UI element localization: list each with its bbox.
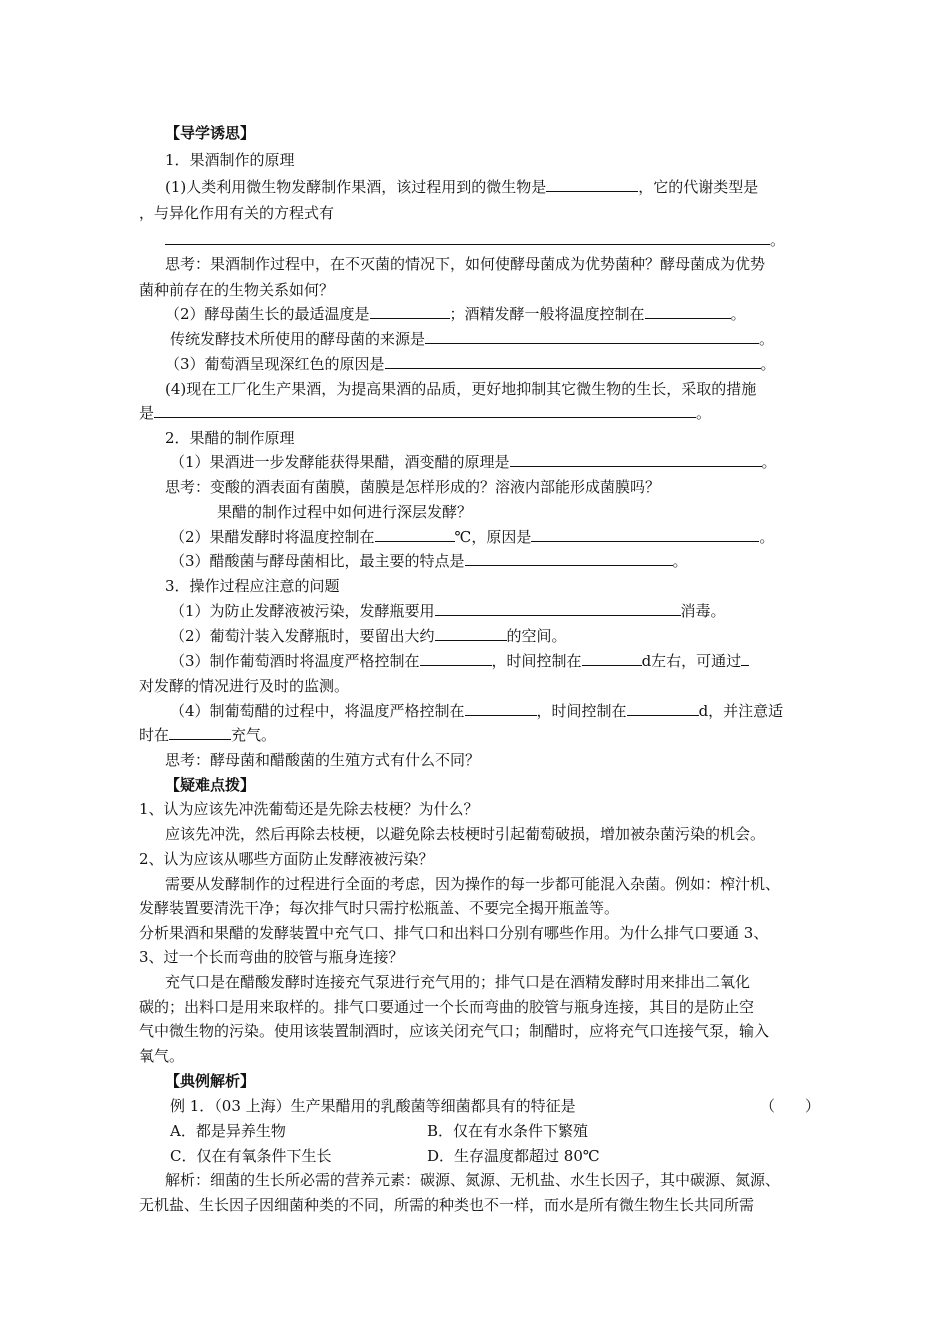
blank-optimal-temp[interactable] — [370, 304, 450, 319]
part1-q2-line2: 传统发酵技术所使用的酵母菌的来源是 。 — [170, 330, 775, 348]
blank-vinegar-process-temp[interactable] — [465, 701, 537, 716]
example-stem: 例 1．（03 上海）生产果醋用的乳酸菌等细菌都具有的特征是 — [170, 1097, 576, 1115]
section-title-guide: 【导学诱思】 — [165, 124, 256, 142]
blank-vinegar-principle[interactable] — [510, 452, 762, 467]
part1-q4-line2: 是 。 — [139, 404, 712, 422]
part2-q1-line: （1）果酒进一步发酵能获得果醋，酒变醋的原理是 。 — [170, 453, 777, 471]
part1-q3-line: （3）葡萄酒呈现深红色的原因是 。 — [165, 355, 776, 373]
blank-microorganism[interactable] — [546, 177, 638, 192]
difficult-a3-line4: 氧气。 — [139, 1047, 185, 1065]
part1-think-line1: 思考：果酒制作过程中，在不灭菌的情况下，如何使酵母菌成为优势菌种？酵母菌成为优势 — [165, 255, 766, 273]
part3-q4-line: （4）制葡萄醋的过程中，将温度严格控制在 ，时间控制在 d，并注意适 — [170, 702, 784, 720]
part1-q2-line: （2）酵母菌生长的最适温度是 ；酒精发酵一般将温度控制在 。 — [165, 305, 746, 323]
blank-yeast-source[interactable] — [425, 329, 759, 344]
part1-q4-line1: (4)现在工厂化生产果酒，为提高果酒的品质，更好地抑制其它微生物的生长，采取的措施 — [165, 380, 757, 398]
difficult-a2-line1: 需要从发酵制作的过程进行全面的考虑，因为操作的每一步都可能混入杂菌。例如：榨汁机、 — [165, 875, 781, 893]
analysis-line1: 解析：细菌的生长所必需的营养元素：碳源、氮源、无机盐、水生长因子，其中碳源、氮源、 — [165, 1171, 781, 1189]
difficult-a3-line2: 碳的；出料口是用来取样的。排气口要通过一个长而弯曲的胶管与瓶身连接，其目的是防止空 — [139, 998, 755, 1016]
part2-heading: 2．果醋的制作原理 — [165, 429, 295, 447]
blank-equation[interactable] — [165, 230, 770, 245]
blank-aeration[interactable] — [169, 725, 231, 740]
difficult-a3-line1: 充气口是在醋酸发酵时连接充气泵进行充气用的；排气口是在酒精发酵时用来排出二氧化 — [165, 973, 751, 991]
difficult-a3-line3: 气中微生物的污染。使用该装置制酒时，应该关闭充气口；制醋时，应将充气口连接气泵，输入 — [139, 1022, 770, 1040]
part2-think-line1: 思考：变酸的酒表面有菌膜，菌膜是怎样形成的？溶液内部能形成菌膜吗？ — [165, 478, 661, 496]
part3-q1-line: （1）为防止发酵液被污染，发酵瓶要用 消毒。 — [170, 602, 726, 620]
part3-heading: 3．操作过程应注意的问题 — [165, 577, 340, 595]
blank-monitor[interactable] — [741, 651, 749, 666]
difficult-q3-line1: 分析果酒和果醋的发酵装置中充气口、排气口和出料口分别有哪些作用。为什么排气口要通 3、 — [139, 924, 769, 942]
part2-q2-line: （2）果醋发酵时将温度控制在 ℃，原因是 。 — [170, 528, 775, 546]
part1-q1-text-a: (1)人类利用微生物发酵制作果酒，该过程用到的微生物是 — [165, 178, 547, 196]
section-title-example: 【典例解析】 — [165, 1072, 256, 1090]
difficult-q2: 2、认为应该从哪些方面防止发酵液被污染？ — [139, 850, 434, 868]
blank-measures[interactable] — [154, 403, 696, 418]
part1-q1-line — [165, 177, 758, 197]
part2-think-line2: 果醋的制作过程中如何进行深层发酵？ — [217, 503, 473, 521]
blank-vinegar-temp[interactable] — [375, 527, 455, 542]
part1-q1-line3: 。 — [165, 230, 785, 250]
example-answer-paren[interactable]: （ ） — [760, 1097, 821, 1115]
part1-think-line2: 菌种前存在的生物关系如何？ — [139, 281, 335, 299]
difficult-q3-line2: 3、过一个长而弯曲的胶管与瓶身连接？ — [139, 948, 404, 966]
part3-q4-line2: 时在 充气。 — [139, 726, 277, 744]
blank-wine-temp[interactable] — [420, 651, 492, 666]
difficult-a1: 应该先冲洗，然后再除去枝梗，以避免除去枝梗时引起葡萄破损，增加被杂菌污染的机会。 — [165, 825, 766, 843]
part1-q1-line2: ，与异化作用有关的方程式有 — [139, 204, 335, 222]
part3-q3-line: （3）制作葡萄酒时将温度严格控制在 ，时间控制在 d左右，可通过 — [170, 651, 749, 671]
blank-space[interactable] — [435, 626, 507, 641]
blank-wine-days[interactable] — [582, 651, 642, 666]
option-a[interactable]: A．都是异养生物 — [170, 1122, 286, 1140]
blank-disinfect[interactable] — [435, 601, 681, 616]
analysis-line2: 无机盐、生长因子因细菌种类的不同，所需的种类也不一样，而水是所有微生物生长共同所需 — [139, 1196, 755, 1214]
part3-think: 思考：酵母菌和醋酸菌的生殖方式有什么不同？ — [165, 751, 481, 769]
difficult-q1: 1、认为应该先冲洗葡萄还是先除去枝梗？为什么？ — [139, 800, 479, 818]
blank-acetic-feature[interactable] — [465, 551, 673, 566]
part1-heading: 1．果酒制作的原理 — [165, 151, 295, 169]
option-c[interactable]: C．仅在有氧条件下生长 — [170, 1147, 332, 1165]
blank-red-color-reason[interactable] — [385, 354, 761, 369]
part3-q2-line: （2）葡萄汁装入发酵瓶时，要留出大约 的空间。 — [170, 627, 567, 645]
section-title-difficult: 【疑难点拨】 — [165, 776, 256, 794]
part3-q3-line2: 对发酵的情况进行及时的监测。 — [139, 677, 350, 695]
blank-fermentation-temp[interactable] — [645, 304, 731, 319]
difficult-a2-line2: 发酵装置要清洗干净；每次排气时只需拧松瓶盖、不要完全揭开瓶盖等。 — [139, 899, 620, 917]
part1-q1-text-b: ，它的代谢类型是 — [638, 178, 759, 196]
option-d[interactable]: D．生存温度都超过 80℃ — [427, 1147, 600, 1165]
part2-q3-line: （3）醋酸菌与酵母菌相比，最主要的特点是 。 — [170, 552, 688, 570]
option-b[interactable]: B．仅在有水条件下繁殖 — [427, 1122, 589, 1140]
blank-vinegar-temp-reason[interactable] — [531, 527, 759, 542]
blank-vinegar-days[interactable] — [627, 701, 699, 716]
